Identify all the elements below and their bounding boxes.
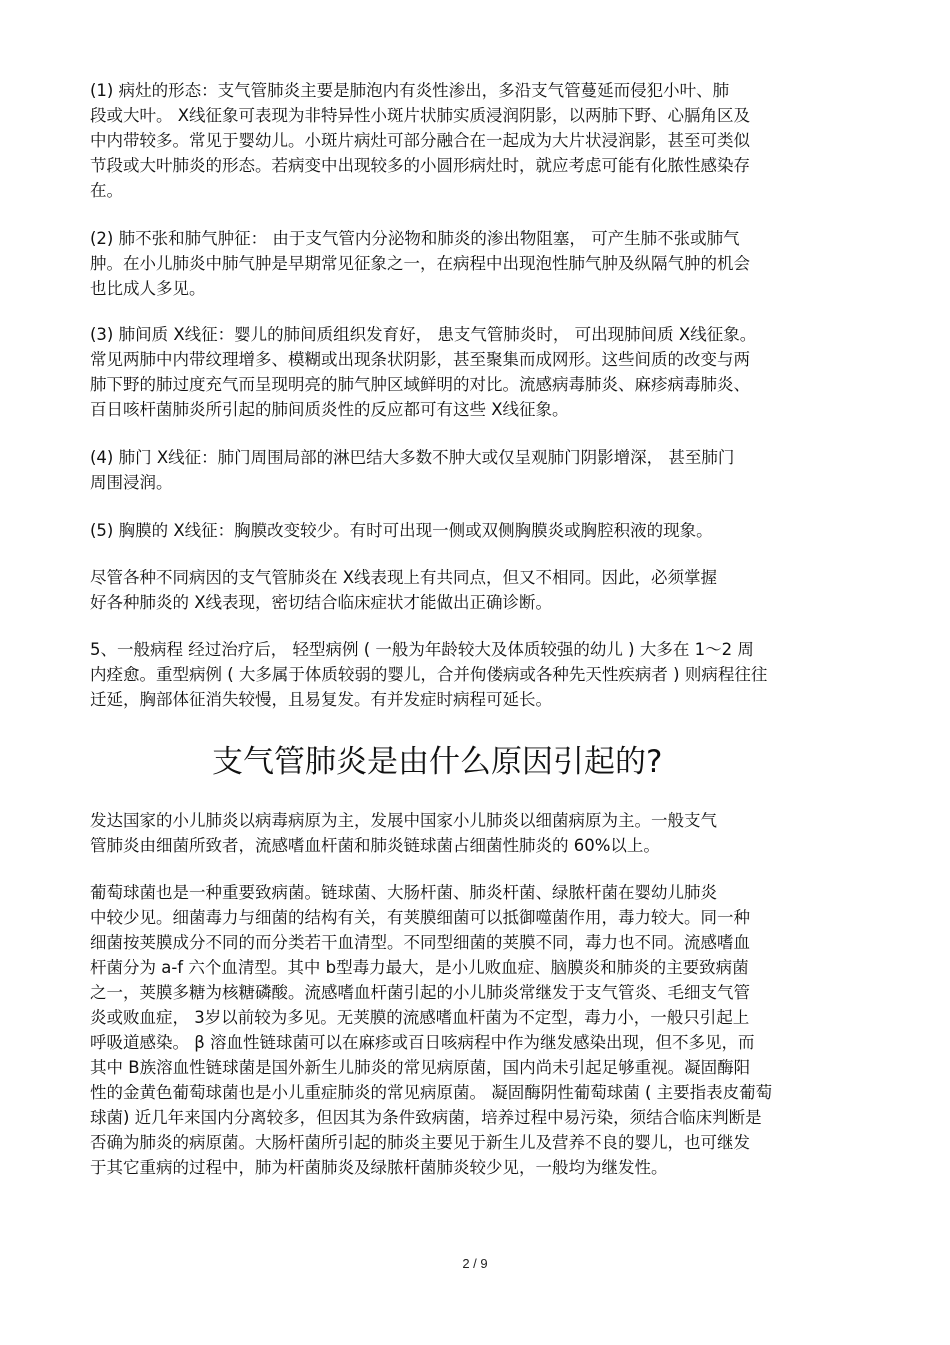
text-line: 性的金黄色葡萄球菌也是小儿重症肺炎的常见病原菌。 凝固酶阴性葡萄球菌 ( 主要指表皮葡萄	[90, 1083, 773, 1102]
text-line: 迁延，胸部体征消失较慢，且易复发。有并发症时病程可延长。	[90, 690, 552, 709]
paragraph-hilar-xray	[90, 445, 860, 495]
text-line: 好各种肺炎的 X线表现，密切结合临床症状才能做出正确诊断。	[90, 593, 553, 612]
text-line: 中内带较多。常见于婴幼儿。小斑片病灶可部分融合在一起成为大片状浸润影，甚至可类似	[90, 131, 750, 150]
text-line: (5) 胸膜的 X线征：胸膜改变较少。有时可出现一侧或双侧胸膜炎或胸腔积液的现象。	[90, 521, 713, 540]
text-line: 周围浸润。	[90, 473, 173, 492]
text-line: 发达国家的小儿肺炎以病毒病原为主，发展中国家小儿肺炎以细菌病原为主。一般支气	[90, 811, 717, 830]
text-line: 肿。在小儿肺炎中肺气肿是早期常见征象之一，在病程中出现泡性肺气肿及纵隔气肿的机会	[90, 254, 750, 273]
text-line: 炎或败血症， 3岁以前较为多见。无荚膜的流感嗜血杆菌为不定型，毒力小，一般只引起上	[90, 1008, 750, 1027]
text-line: (3) 肺间质 X线征：婴儿的肺间质组织发育好， 患支气管肺炎时， 可出现肺间质 X线征象。	[90, 325, 757, 344]
text-line: 5、一般病程 经过治疗后， 轻型病例 ( 一般为年龄较大及体质较强的幼儿 ) 大多在 1～2 周	[90, 640, 754, 659]
text-line: 百日咳杆菌肺炎所引起的肺间质炎性的反应都可有这些 X线征象。	[90, 400, 569, 419]
paragraph-atelectasis-emphysema	[90, 226, 860, 301]
text-line: (2) 肺不张和肺气肿征： 由于支气管内分泌物和肺炎的渗出物阻塞， 可产生肺不张或肺气	[90, 229, 740, 248]
text-line: 葡萄球菌也是一种重要致病菌。链球菌、大肠杆菌、肺炎杆菌、绿脓杆菌在婴幼儿肺炎	[90, 883, 717, 902]
text-line: 段或大叶。 X线征象可表现为非特异性小斑片状肺实质浸润阴影，以两肺下野、心膈角区及	[90, 106, 751, 125]
text-line: 之一，荚膜多糖为核糖磷酸。流感嗜血杆菌引起的小儿肺炎常继发于支气管炎、毛细支气管	[90, 983, 750, 1002]
text-line: 尽管各种不同病因的支气管肺炎在 X线表现上有共同点，但又不相同。因此，必须掌握	[90, 568, 718, 587]
text-line: 内痊愈。重型病例 ( 大多属于体质较弱的婴儿，合并佝偻病或各种先天性疾病者 ) 则病程往往	[90, 665, 768, 684]
text-line: 肺下野的肺过度充气而呈现明亮的肺气肿区域鲜明的对比。流感病毒肺炎、麻疹病毒肺炎、	[90, 375, 750, 394]
paragraph-bacterial-pathogens	[90, 880, 860, 1180]
text-line: (4) 肺门 X线征：肺门周围局部的淋巴结大多数不肿大或仅呈观肺门阴影增深， 甚至肺门	[90, 448, 735, 467]
paragraph-general-course	[90, 637, 860, 712]
text-line: 球菌) 近几年来国内分离较多，但因其为条件致病菌，培养过程中易污染，须结合临床判断是	[90, 1108, 762, 1127]
text-line: 细菌按荚膜成分不同的而分类若干血清型。不同型细菌的荚膜不同，毒力也不同。流感嗜血	[90, 933, 750, 952]
text-line: 节段或大叶肺炎的形态。若病变中出现较多的小圆形病灶时，就应考虑可能有化脓性感染存	[90, 156, 750, 175]
text-line: 在。	[90, 181, 123, 200]
text-line: 杆菌分为 a-f 六个血清型。其中 b型毒力最大，是小儿败血症、脑膜炎和肺炎的主要致病菌	[90, 958, 749, 977]
text-line: 管肺炎由细菌所致者，流感嗜血杆菌和肺炎链球菌占细菌性肺炎的 60%以上。	[90, 836, 660, 855]
page-number: 2 / 9	[462, 1256, 488, 1271]
text-line: 否确为肺炎的病原菌。大肠杆菌所引起的肺炎主要见于新生儿及营养不良的婴儿，也可继发	[90, 1133, 750, 1152]
paragraph-interstitial-xray	[90, 322, 860, 422]
paragraph-pleura-xray	[90, 518, 860, 543]
paragraph-lesion-morphology	[90, 78, 860, 203]
text-line: 也比成人多见。	[90, 279, 206, 298]
text-line: 中较少见。细菌毒力与细菌的结构有关，有荚膜细菌可以抵御噬菌作用，毒力较大。同一种	[90, 908, 750, 927]
text-line: 于其它重病的过程中，肺为杆菌肺炎及绿脓杆菌肺炎较少见，一般均为继发性。	[90, 1158, 668, 1177]
text-line: (1) 病灶的形态：支气管肺炎主要是肺泡内有炎性渗出，多沿支气管蔓延而侵犯小叶、肺	[90, 81, 730, 100]
text-line: 其中 B族溶血性链球菌是国外新生儿肺炎的常见病原菌，国内尚未引起足够重视。凝固酶阳	[90, 1058, 751, 1077]
text-line: 常见两肺中内带纹理增多、模糊或出现条状阴影，甚至聚集而成网形。这些间质的改变与两	[90, 350, 750, 369]
text-line: 呼吸道感染。 β 溶血性链球菌可以在麻疹或百日咳病程中作为继发感染出现，但不多见，而	[90, 1033, 755, 1052]
paragraph-pathogen-overview	[90, 808, 860, 858]
section-heading: 支气管肺炎是由什么原因引起的?	[212, 744, 663, 780]
paragraph-diagnosis-summary	[90, 565, 860, 615]
